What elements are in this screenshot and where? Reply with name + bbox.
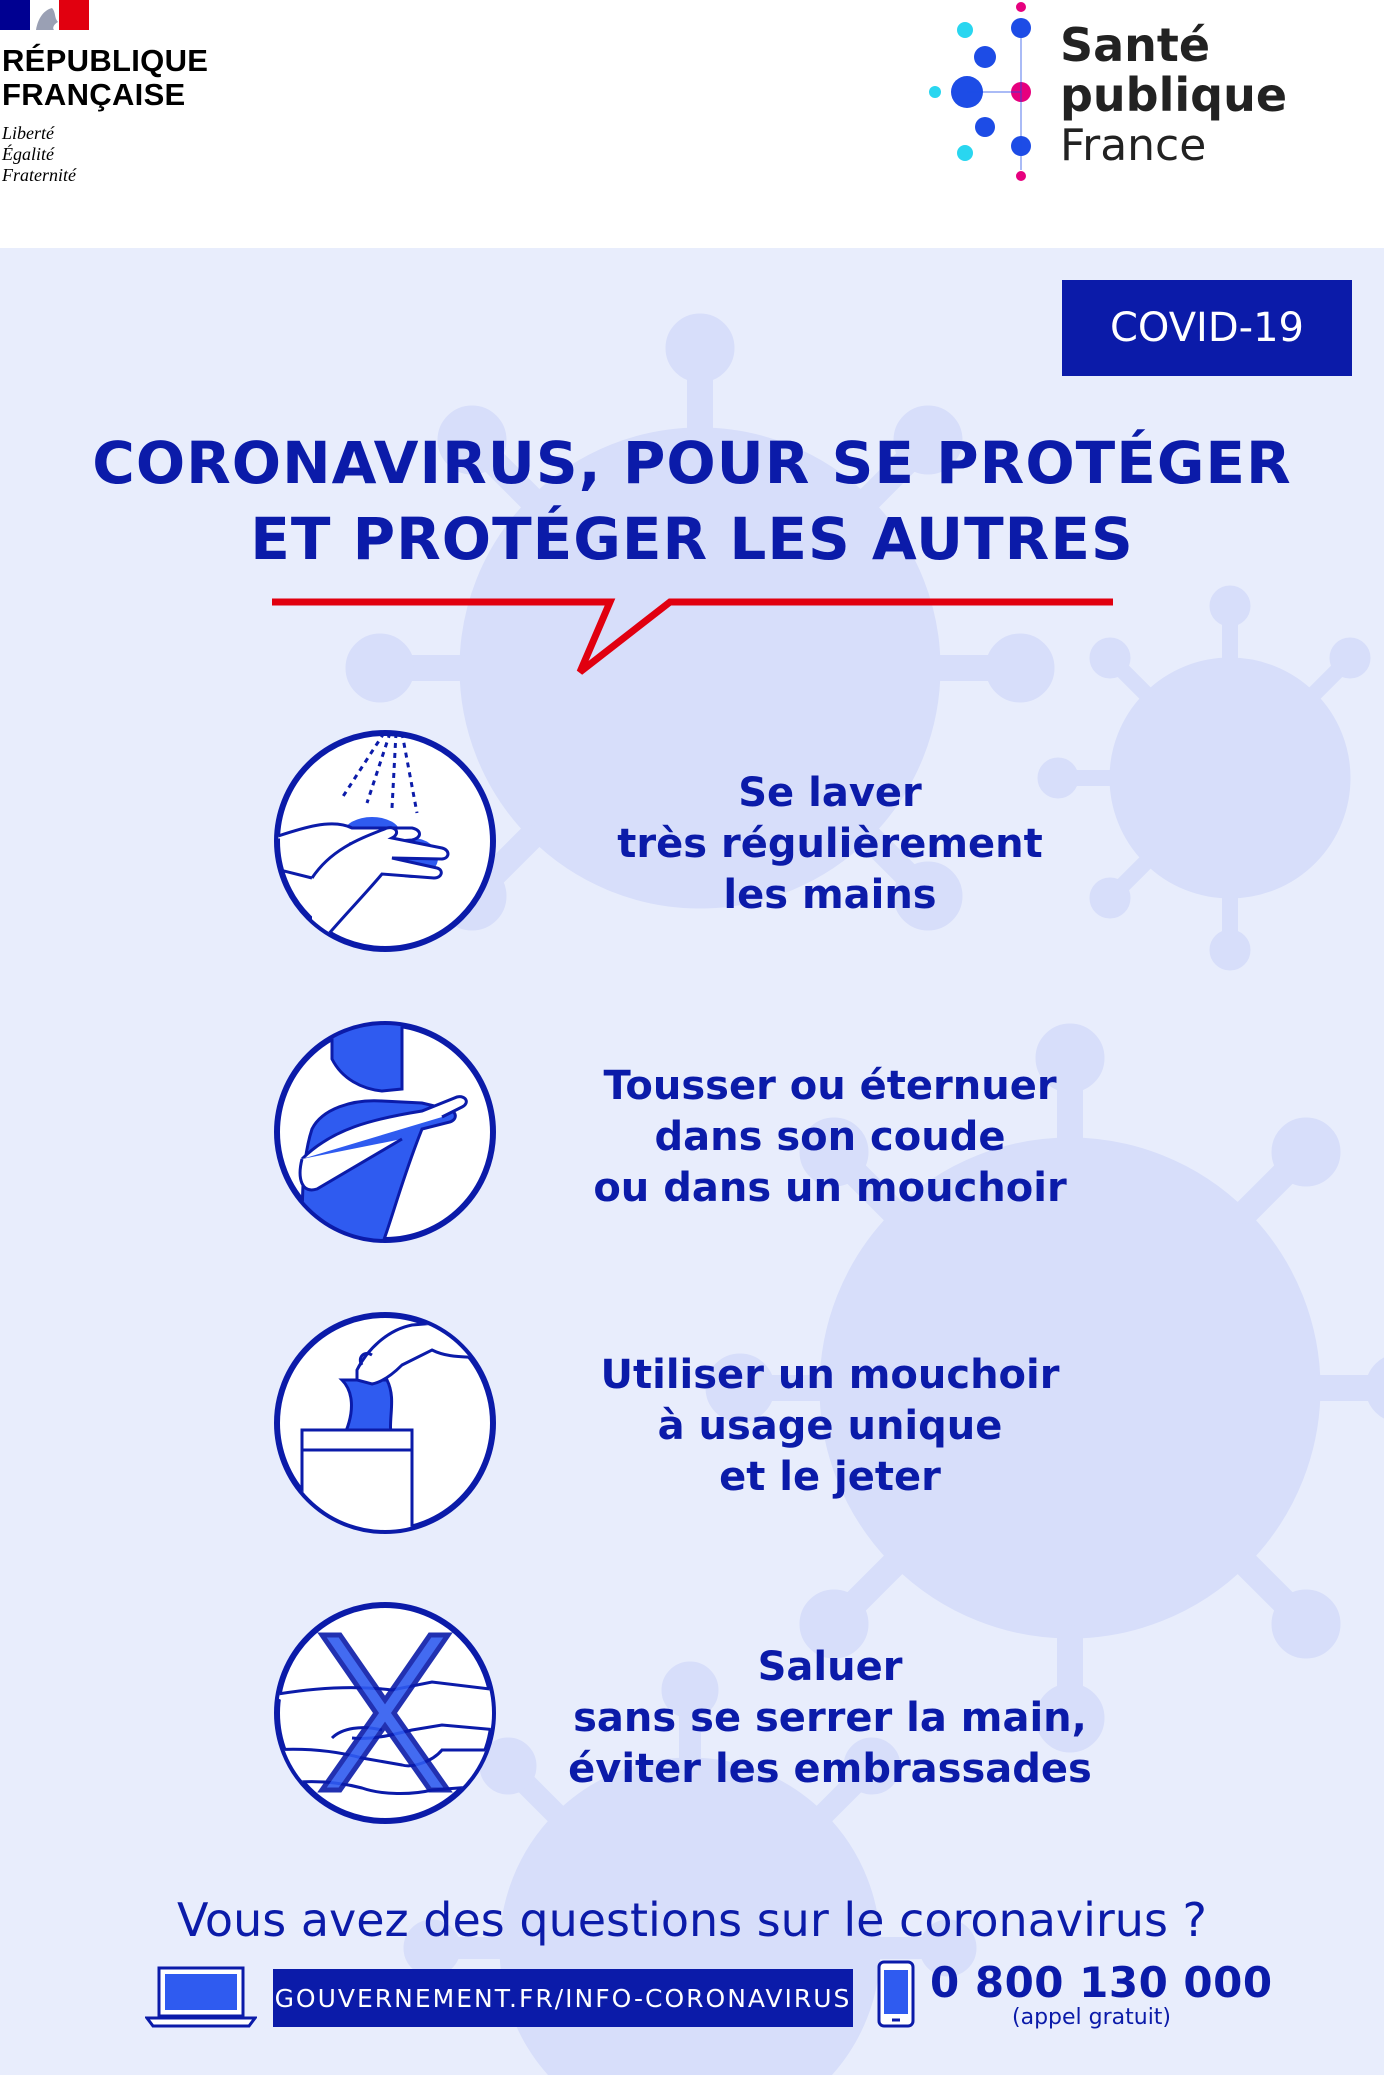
info-website-link[interactable]: GOUVERNEMENT.FR/INFO-CORONAVIRUS: [273, 1969, 853, 2027]
handwashing-icon: [272, 728, 498, 954]
footer-question: Vous avez des questions sur le coronavirus ?: [177, 1893, 1207, 1947]
advice-item-handwashing: [0, 728, 1384, 958]
page-title: CORONAVIRUS, POUR SE PROTÉGER ET PROTÉGER LES AUTRES: [92, 429, 1292, 573]
covid-badge: COVID-19: [1062, 280, 1352, 376]
advice-text-cough: Tousser ou éternuer dans son coude ou dans un mouchoir: [593, 1063, 1067, 1211]
republic-title: RÉPUBLIQUE FRANÇAISE: [2, 43, 209, 112]
advice-text-tissue: Utiliser un mouchoir à usage unique et le jeter: [600, 1352, 1060, 1500]
advice-item-tissue: [0, 1310, 1384, 1540]
phone-icon: [877, 1960, 915, 2028]
laptop-icon: [145, 1966, 257, 2028]
sante-publique-logo-icon: [925, 0, 1055, 185]
advice-item-cough: [0, 1019, 1384, 1249]
hotline-note: (appel gratuit): [1012, 2005, 1172, 2030]
header: [0, 0, 1384, 248]
tissue-box-icon: [272, 1310, 498, 1536]
agency-name: Santé publique France: [1060, 18, 1288, 171]
marianne-logo-icon: [0, 0, 89, 30]
advice-text-greeting: Saluer sans se serrer la main, éviter les embrassades: [568, 1644, 1092, 1792]
republic-motto: Liberté Égalité Fraternité: [2, 123, 76, 185]
no-handshake-icon: [272, 1600, 498, 1826]
advice-text-handwashing: Se laver très régulièrement les mains: [617, 770, 1043, 918]
advice-item-greeting: [0, 1600, 1384, 1830]
hotline-number[interactable]: 0 800 130 000: [930, 1958, 1273, 2007]
speech-bubble-underline-icon: [270, 590, 1115, 680]
cough-elbow-icon: [272, 1019, 498, 1245]
